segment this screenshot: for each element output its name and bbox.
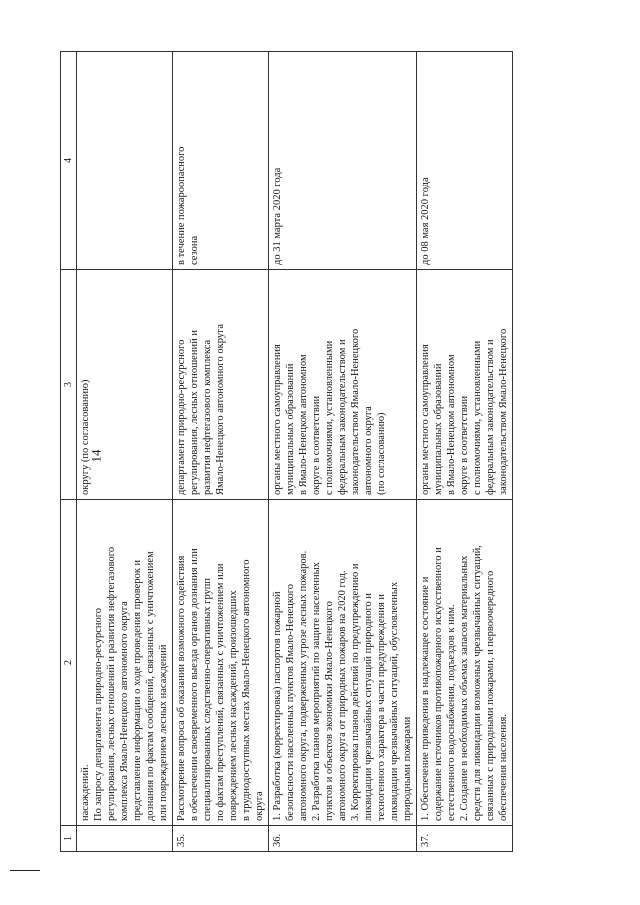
deadline-line: в течение пожароопасного (176, 146, 187, 265)
description-line: комплекса Ямало-Ненецкого автономного округа (119, 601, 130, 821)
description-line: 2. Создание в необходимых объемах запасов материальных (459, 555, 470, 821)
description-line: естественного водоснабжения, подъездов к ним. (446, 604, 457, 821)
responsible-line: департамент природно-ресурсного (176, 339, 187, 495)
responsible-line: округе в соответствии (311, 395, 322, 495)
deadline-line: до 08 мая 2020 года (420, 177, 431, 265)
cell-responsible (77, 270, 173, 500)
description-line: ликвидации чрезвычайных ситуаций природного и (363, 592, 374, 821)
cell-description (417, 500, 513, 826)
description-line: автономного округа от природных пожаров на 2020 год. (337, 570, 348, 821)
measures-table (60, 51, 513, 852)
column-header: 3 (61, 270, 77, 500)
deadline-line: сезона (189, 235, 200, 265)
deadline-line: до 31 марта 2020 года (272, 167, 283, 265)
column-header: 4 (61, 52, 77, 270)
description-line: содержание источников противопожарного искусственного и (433, 547, 444, 821)
responsible-line: Ямало-Ненецкого автономного округа (215, 323, 226, 495)
description-line: Рассмотрение вопроса об оказании возможного содействия (176, 555, 187, 821)
description-line: автономного округа, подверженных угрозе лесных пожаров. (298, 550, 309, 821)
cell-deadline (269, 52, 417, 270)
responsible-line: автономного округа (363, 406, 374, 495)
row-number: 35. (173, 826, 269, 852)
description-line: 2. Разработка планов мероприятий по защите населенных (311, 562, 322, 821)
cell-description (77, 500, 173, 826)
responsible-line: округе в соответствии (459, 395, 470, 495)
description-line: обеспечения населения. (498, 713, 509, 821)
responsible-line: законодательством Ямало-Ненецкого (498, 328, 509, 495)
responsible-line: развития нефтегазового комплекса (202, 339, 213, 495)
responsible-line: округу (по согласованию) (80, 379, 91, 495)
row-number (77, 826, 173, 852)
description-line: 3. Корректировка планов действий по предупреждению и (350, 563, 361, 821)
description-line: насаждений. (80, 764, 91, 821)
description-line: средств для ликвидации возможных чрезвычайных ситуаций, (472, 545, 483, 821)
description-line: по фактам преступлений, связанных с уничтожением или (215, 563, 226, 821)
description-line: По запросу департамента природно-ресурсного (93, 607, 104, 821)
description-line: в обеспечении своевременного выезда органов дознания или (189, 548, 200, 821)
responsible-line: с полномочиями, установленными (472, 340, 483, 495)
responsible-line: регулирования, лесных отношений и (189, 330, 200, 495)
table-row (417, 52, 513, 852)
description-line: техногенного характера в части предупреждения и (376, 594, 387, 821)
cell-deadline (173, 52, 269, 270)
description-line: представление информации о ходе проведения проверок и (132, 559, 143, 821)
column-header: 1 (61, 826, 77, 852)
cell-responsible (417, 270, 513, 500)
description-line: в труднодоступных местах Ямало-Ненецкого автономного (241, 559, 252, 821)
responsible-line: органы местного самоуправления (420, 344, 431, 495)
table-row (269, 52, 417, 852)
responsible-line: муниципальных образований (433, 363, 444, 495)
responsible-line: (по согласованию) (376, 412, 387, 495)
cell-description (269, 500, 417, 826)
cell-deadline (417, 52, 513, 270)
responsible-line: в Ямало-Ненецком автономном (298, 354, 309, 495)
cell-responsible (173, 270, 269, 500)
description-line: пунктов и объектов экономики Ямало-Ненецкого (324, 601, 335, 821)
row-number: 37. (417, 826, 513, 852)
cell-responsible (269, 270, 417, 500)
responsible-line: федеральным законодательством и (485, 339, 496, 495)
responsible-line: с полномочиями, установленными (324, 340, 335, 495)
description-line: дознания по фактам сообщений, связанных с уничтожением (145, 551, 156, 821)
responsible-line: муниципальных образований (285, 363, 296, 495)
page-number: 14 (88, 449, 104, 463)
responsible-line: органы местного самоуправления (272, 344, 283, 495)
description-line: ликвидации чрезвычайных ситуаций, обусловленных (389, 581, 400, 821)
description-line: природными пожарами (402, 716, 413, 821)
table-header-row (61, 52, 77, 852)
cell-deadline (77, 52, 173, 270)
cell-description (173, 500, 269, 826)
column-header: 2 (61, 500, 77, 826)
responsible-line: в Ямало-Ненецком автономном (446, 354, 457, 495)
description-line: безопасности населенных пунктов Ямало-Ненецкого (285, 584, 296, 821)
description-line: специализированных следственно-оперативных групп (202, 577, 213, 821)
description-line: регулирования, лесных отношений и развития нефтегазового (106, 546, 117, 821)
responsible-line: законодательством Ямало-Ненецкого (350, 328, 361, 495)
description-line: или повреждением лесных насаждений (158, 644, 169, 821)
description-line: 1. Обеспечение приведения в надлежащее состояние и (420, 576, 431, 821)
description-line: повреждением лесных насаждений, произошедших (228, 590, 239, 821)
responsible-line: федеральным законодательством и (337, 339, 348, 495)
table-row (173, 52, 269, 852)
table-row (77, 52, 173, 852)
rotated-table-wrapper (60, 52, 580, 852)
description-line: 1. Разработка (корректировка) паспортов пожарной (272, 591, 283, 821)
row-number: 36. (269, 826, 417, 852)
description-line: связанных с природными пожарами, и первоочередного (485, 570, 496, 821)
description-line: округа (254, 791, 265, 821)
